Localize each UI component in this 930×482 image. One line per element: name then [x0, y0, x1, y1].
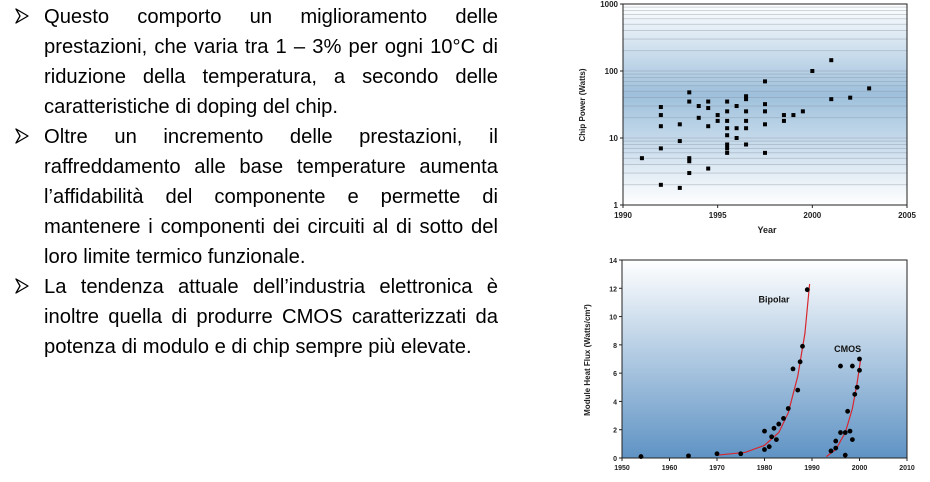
data-point [776, 422, 781, 427]
data-point [845, 409, 850, 414]
data-point [850, 437, 855, 442]
data-point [678, 186, 682, 190]
data-point [763, 109, 767, 113]
data-point [735, 126, 739, 130]
y-tick-label: 0 [613, 456, 617, 463]
y-tick-label: 12 [609, 286, 617, 294]
y-axis-label: Module Heat Flux (Watts/cm²) [583, 304, 592, 416]
data-point [798, 359, 803, 364]
data-point [738, 451, 743, 456]
data-point [829, 449, 834, 454]
x-tick-label: 1995 [708, 211, 727, 220]
y-tick-label: 10 [609, 314, 617, 322]
data-point [791, 113, 795, 117]
data-point [744, 142, 748, 146]
data-point [833, 446, 838, 451]
x-tick-label: 2005 [898, 211, 916, 220]
y-tick-label: 8 [613, 342, 617, 350]
data-point [763, 151, 767, 155]
data-point [725, 100, 729, 104]
data-point [810, 69, 814, 73]
data-point [774, 437, 779, 442]
y-tick-label: 10 [609, 134, 618, 143]
data-point [782, 113, 786, 117]
data-point [786, 406, 791, 411]
data-point [857, 357, 862, 362]
series-label-cmos: CMOS [834, 343, 862, 354]
y-tick-label: 1000 [600, 0, 618, 9]
data-point [659, 105, 663, 109]
data-point [659, 124, 663, 128]
bullet-item [10, 122, 498, 272]
data-point [800, 344, 805, 349]
x-axis-label: Year [757, 225, 777, 235]
data-point [744, 126, 748, 130]
data-point [763, 122, 767, 126]
data-point [697, 104, 701, 108]
data-point [715, 451, 720, 456]
bullet-list [10, 2, 498, 362]
data-point [687, 90, 691, 94]
data-point [850, 364, 855, 369]
data-point [843, 453, 848, 458]
data-point [763, 102, 767, 106]
data-point [795, 388, 800, 393]
data-point [678, 139, 682, 143]
bullet-item [10, 2, 498, 122]
data-point [762, 447, 767, 452]
arrow-bullet-icon [14, 6, 30, 26]
y-axis-label: Chip Power (Watts) [578, 68, 587, 142]
heat-flux-chart [575, 252, 925, 480]
bullet-text: Questo comporto un miglioramento delle prestazioni, che varia tra 1 – 3% per ogni 10°C di riduzione della temperatura, a secondo delle caratteristiche di doping del chip. [44, 6, 498, 118]
data-point [725, 126, 729, 130]
data-point [769, 434, 774, 439]
x-tick-label: 2010 [899, 465, 915, 472]
x-tick-label: 1950 [614, 465, 630, 472]
data-point [716, 119, 720, 123]
x-tick-label: 2000 [803, 211, 822, 220]
data-point [725, 142, 729, 146]
data-point [735, 104, 739, 108]
x-tick-label: 1990 [614, 211, 632, 220]
data-point [855, 385, 860, 390]
data-point [772, 426, 777, 431]
y-tick-label: 6 [613, 371, 617, 379]
data-point [829, 97, 833, 101]
x-tick-label: 2000 [851, 465, 868, 472]
data-point [725, 146, 729, 150]
data-point [687, 171, 691, 175]
data-point [706, 106, 710, 110]
arrow-bullet-icon [14, 126, 30, 146]
bullet-text: Oltre un incremento delle prestazioni, il raffreddamento alle base temperature aumenta l’affidabilità del componente e permette di mantenere i componenti dei circuiti al di sotto del loro limite termico funzionale. [44, 126, 498, 268]
data-point [687, 156, 691, 160]
data-point [838, 430, 843, 435]
data-point [867, 86, 871, 90]
data-point [716, 113, 720, 117]
data-point [744, 119, 748, 123]
data-point [697, 116, 701, 120]
y-tick-label: 100 [604, 67, 618, 76]
data-point [725, 119, 729, 123]
x-tick-label: 1970 [709, 465, 725, 472]
data-point [767, 444, 772, 449]
data-point [857, 368, 862, 373]
chip-power-chart [570, 0, 920, 240]
data-point [791, 367, 796, 372]
bullet-text: La tendenza attuale dell’industria elettronica è inoltre quella di produrre CMOS caratterizzati da potenza di modulo e di chip sempre più elevate. [44, 276, 498, 358]
data-point [829, 58, 833, 62]
data-point [659, 146, 663, 150]
bullet-item [10, 272, 498, 362]
data-point [781, 416, 786, 421]
data-point [744, 94, 748, 98]
data-point [639, 454, 644, 459]
data-point [843, 430, 848, 435]
x-tick-label: 1960 [661, 465, 678, 472]
data-point [706, 124, 710, 128]
y-tick-label: 1 [613, 201, 618, 210]
data-point [838, 364, 843, 369]
data-point [763, 79, 767, 83]
data-point [744, 109, 748, 113]
arrow-bullet-icon [14, 276, 30, 296]
data-point [762, 429, 767, 434]
data-point [706, 100, 710, 104]
data-point [706, 167, 710, 171]
x-tick-label: 1980 [756, 465, 773, 472]
data-point [782, 119, 786, 123]
data-point [833, 439, 838, 444]
data-point [725, 133, 729, 137]
data-point [678, 122, 682, 126]
y-tick-label: 2 [613, 427, 617, 435]
data-point [659, 113, 663, 117]
series-label-bipolar: Bipolar [758, 294, 790, 305]
data-point [848, 96, 852, 100]
data-point [735, 136, 739, 140]
data-point [725, 109, 729, 113]
plot-background [622, 260, 907, 458]
y-tick-label: 14 [609, 258, 617, 265]
data-point [687, 100, 691, 104]
data-point [852, 392, 857, 397]
y-tick-label: 4 [613, 399, 617, 407]
data-point [801, 109, 805, 113]
x-tick-label: 1990 [804, 465, 820, 472]
data-point [686, 453, 691, 458]
data-point [640, 156, 644, 160]
data-point [848, 429, 853, 434]
data-point [659, 183, 663, 187]
data-point [725, 151, 729, 155]
data-point [805, 287, 810, 292]
